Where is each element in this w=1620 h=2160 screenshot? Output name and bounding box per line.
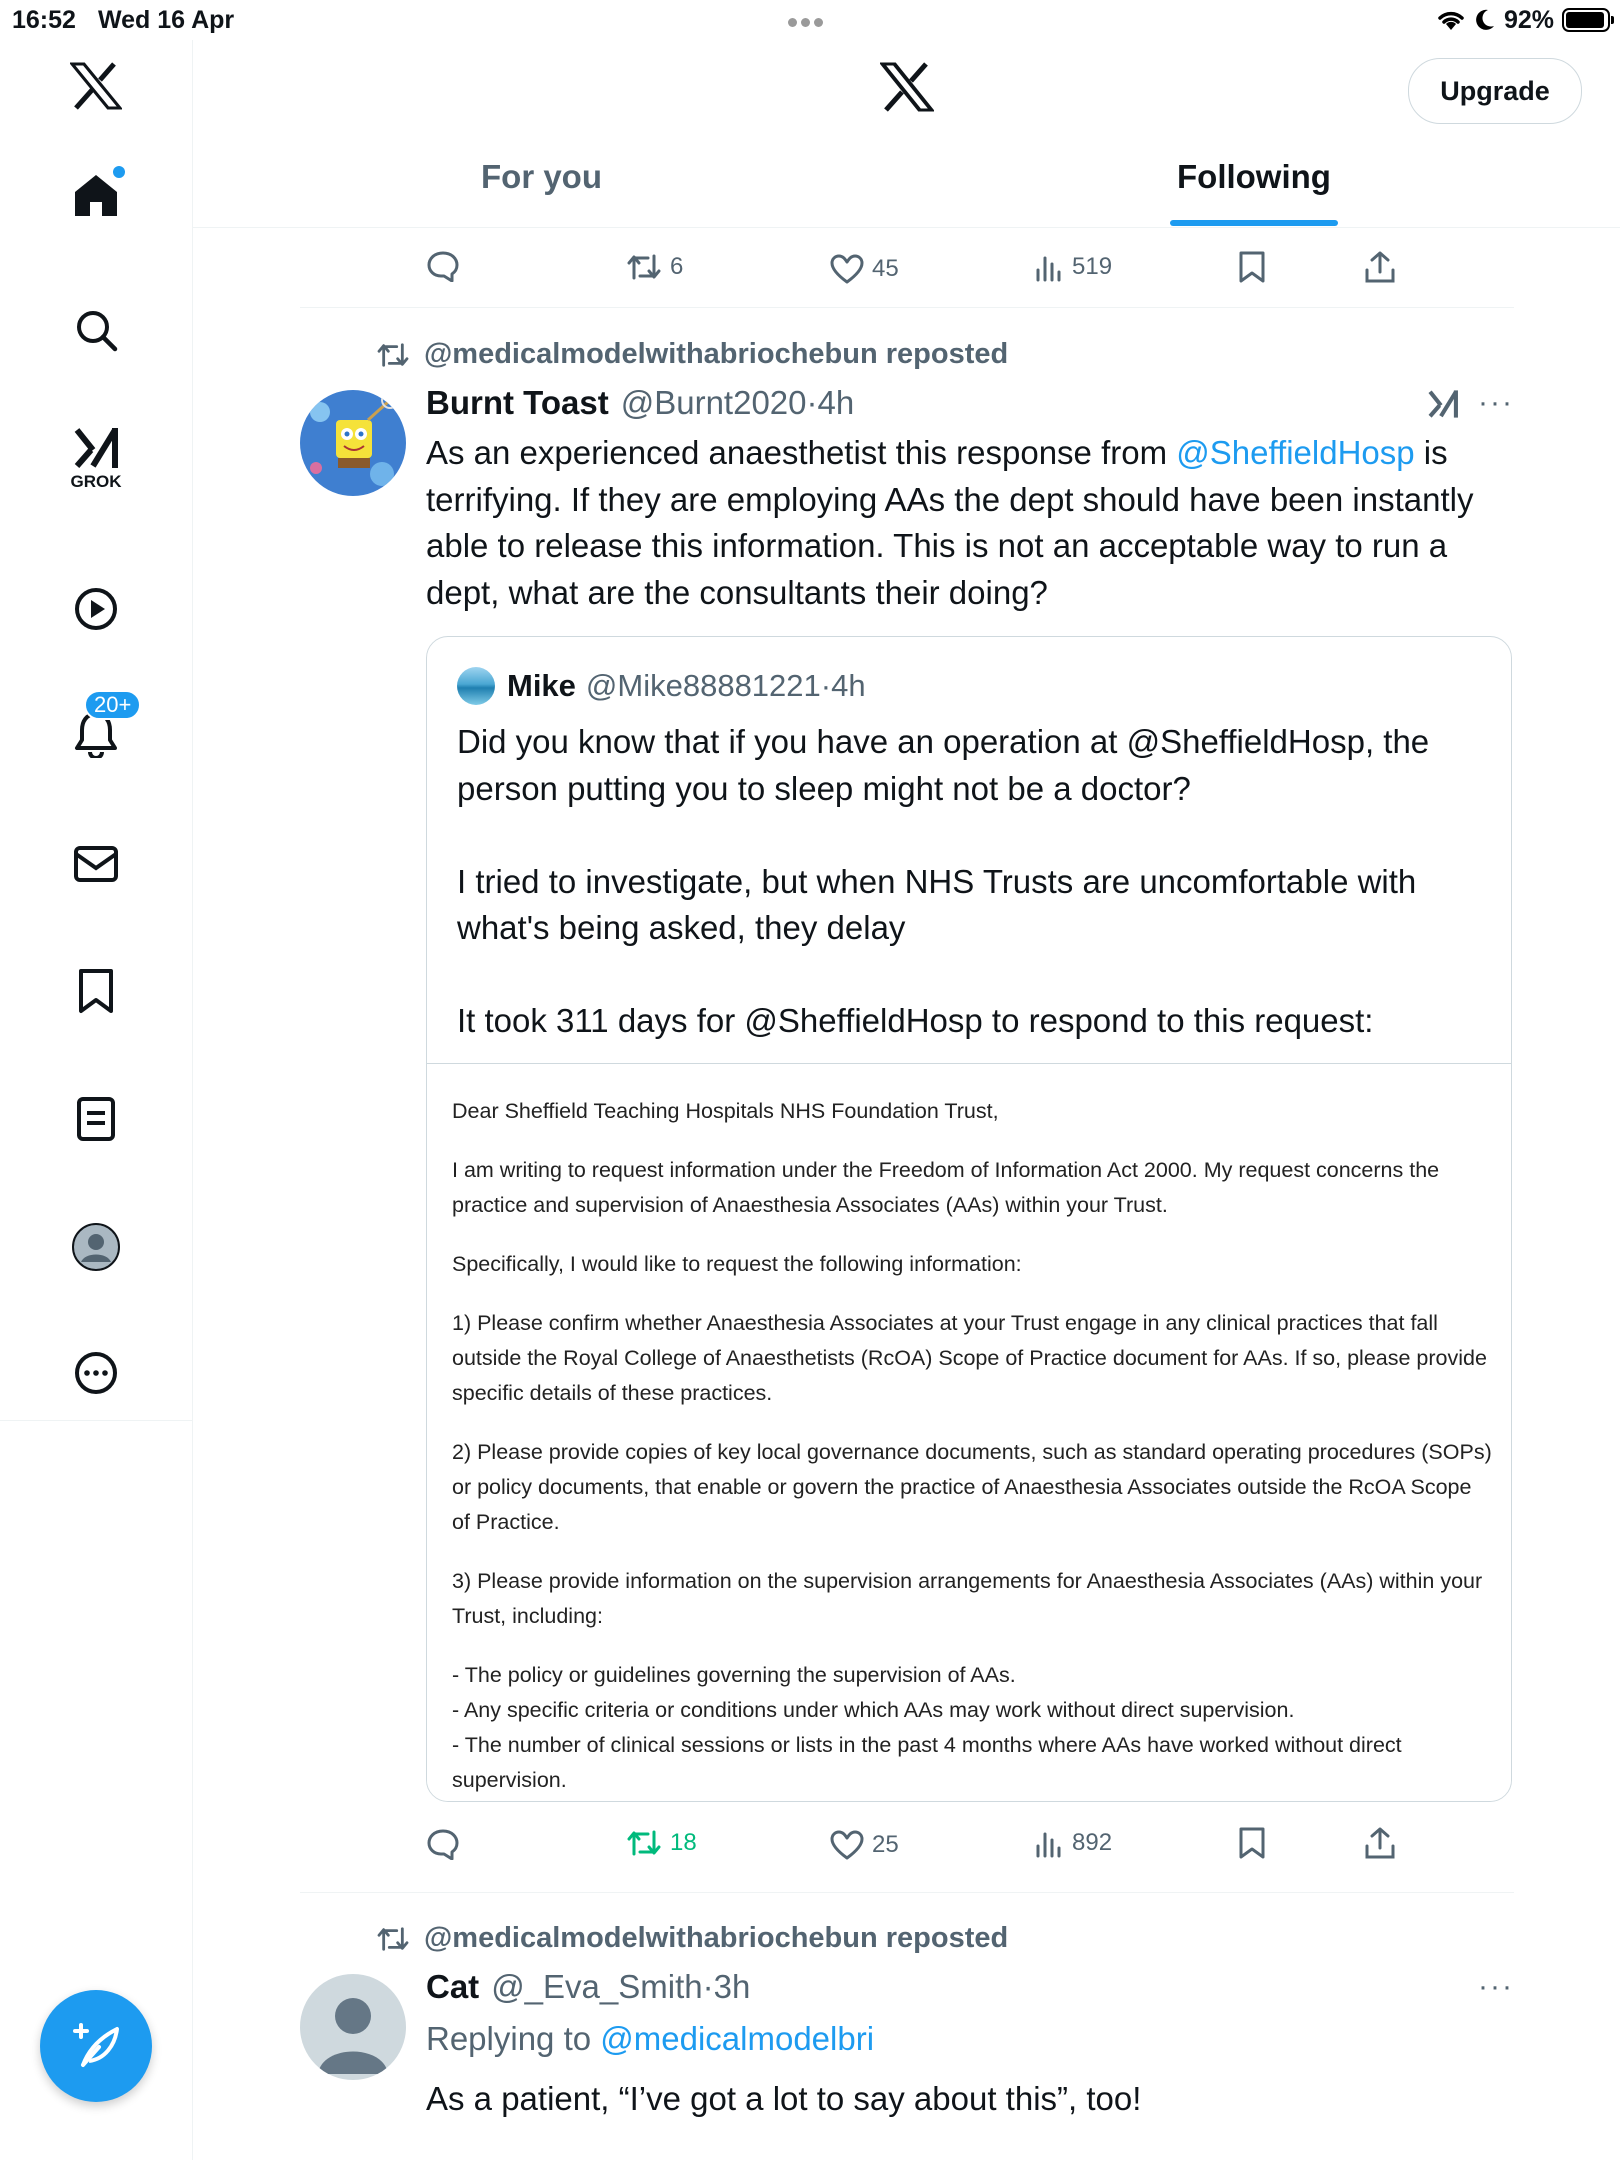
replying-to: Replying to @medicalmodelbri [426, 2020, 875, 2057]
separator-dot: · [702, 1968, 714, 2005]
quote-time: 4h [831, 668, 866, 703]
reply-icon [426, 1828, 460, 1860]
reply-button[interactable] [426, 250, 460, 282]
post-text: As a patient, “I’ve got a lot to say about this”, too! [426, 2080, 1142, 2117]
grok-icon [71, 426, 121, 470]
post-header [426, 1968, 750, 2006]
repost-icon [626, 252, 662, 282]
reply-icon [426, 250, 460, 282]
header-divider [193, 227, 1620, 228]
repost-count: 6 [670, 253, 684, 280]
views-count: 892 [1072, 1829, 1113, 1856]
video-icon [73, 586, 119, 632]
post-header [426, 384, 854, 422]
home-notification-dot [113, 166, 125, 178]
mail-icon [73, 844, 119, 884]
lists-icon [76, 1096, 116, 1142]
repost-count: 18 [670, 1829, 697, 1856]
quote-post[interactable] [426, 636, 1512, 1802]
notifications-badge: 20+ [84, 690, 141, 720]
repost-context[interactable] [376, 338, 1008, 371]
separator-dot: · [806, 384, 818, 421]
quote-paragraph: Did you know that if you have an operation at @SheffieldHosp, the person putting you to sleep might not be a doctor? [457, 723, 1430, 807]
repost-context[interactable] [376, 1922, 1008, 1955]
views-icon [1034, 252, 1064, 282]
doc-line: Specifically, I would like to request the following information: [452, 1252, 1022, 1276]
sidebar-item-home[interactable] [0, 172, 192, 218]
doc-bullet: - The number of clinical sessions or lists in the past 4 months where AAs have worked without direct supervision. [452, 1733, 1402, 1792]
home-icon [73, 172, 119, 218]
reply-button[interactable] [426, 1828, 460, 1860]
post-time[interactable]: 3h [713, 1968, 751, 2005]
doc-bullet: - Any specific criteria or conditions under which AAs may work without direct supervision. [452, 1698, 1295, 1722]
more-options-icon[interactable]: ··· [1478, 1970, 1514, 2003]
sidebar-item-notifications[interactable] [0, 692, 192, 758]
more-icon [73, 1350, 119, 1396]
compose-button[interactable] [40, 1990, 152, 2102]
repost-icon [626, 1828, 662, 1858]
like-button[interactable] [830, 1830, 899, 1860]
quote-author-name: Mike [507, 668, 576, 703]
sidebar-item-bookmarks[interactable] [0, 968, 192, 1014]
repost-icon [376, 341, 410, 369]
bookmark-icon [1238, 250, 1266, 284]
avatar-image [300, 390, 406, 496]
views-count: 519 [1072, 253, 1113, 280]
heart-icon [830, 254, 864, 284]
document-image[interactable] [427, 1063, 1512, 1802]
sidebar-item-messages[interactable] [0, 844, 192, 884]
battery-icon [1562, 8, 1610, 32]
tab-following[interactable]: Following [1177, 158, 1331, 195]
sidebar [0, 40, 193, 2160]
status-time: 16:52 [12, 6, 76, 34]
sidebar-divider [0, 1420, 192, 1421]
repost-icon [376, 1925, 410, 1953]
moon-icon [1474, 8, 1496, 32]
doc-line: 3) Please provide information on the supervision arrangements for Anaesthesia Associates (AAs) within your Trust, including: [452, 1569, 1483, 1628]
separator-dot: · [820, 668, 832, 703]
quote-header [457, 667, 866, 705]
sidebar-item-search[interactable] [0, 308, 192, 352]
compose-feather-icon [69, 2019, 123, 2073]
repost-button[interactable] [626, 1828, 697, 1858]
status-date: Wed 16 Apr [98, 6, 235, 34]
wifi-icon [1436, 8, 1466, 32]
author-name[interactable]: Cat [426, 1968, 480, 2005]
views-button[interactable] [1034, 252, 1112, 282]
views-button[interactable] [1034, 1828, 1112, 1858]
search-icon [74, 308, 118, 352]
grok-label: GROK [70, 472, 122, 491]
quote-paragraph: I tried to investigate, but when NHS Trusts are uncomfortable with what's being asked, they delay [457, 862, 1417, 946]
repost-context-label: @medicalmodelwithabriochebun reposted [424, 338, 1009, 370]
grok-post-icon[interactable] [1426, 386, 1460, 427]
share-icon [1364, 250, 1396, 284]
upgrade-button[interactable]: Upgrade [1408, 58, 1582, 124]
replying-to-link[interactable]: @medicalmodelbri [600, 2020, 875, 2057]
active-tab-indicator [1170, 220, 1338, 226]
share-icon [1364, 1826, 1396, 1860]
quote-author-handle: @Mike88881221 [585, 668, 821, 703]
status-bar [0, 0, 1620, 40]
avatar[interactable] [300, 390, 406, 496]
share-button[interactable] [1364, 250, 1396, 284]
post-text: As an experienced anaesthetist this response from @SheffieldHosp is terrifying. If they are employing AAs the dept should have been instantly able to release this information. This is not an acceptable way to run a dept, what are the consultants their doing? [426, 434, 1474, 611]
profile-icon [71, 1222, 121, 1272]
quote-paragraph: It took 311 days for @SheffieldHosp to respond to this request: [457, 1002, 1374, 1039]
post-time[interactable]: 4h [817, 384, 855, 421]
more-options-icon[interactable]: ··· [1478, 386, 1514, 419]
bookmark-icon [77, 968, 115, 1014]
sidebar-item-grok[interactable] [0, 426, 192, 492]
like-count: 25 [872, 1831, 899, 1858]
bookmark-button[interactable] [1238, 250, 1266, 284]
doc-line: 1) Please confirm whether Anaesthesia Associates at your Trust engage in any clinical practices that fall outside the Royal College of Anaesthetists (RcOA) Scope of Practice document for AAs. If so, please provide specific details of these practices. [452, 1311, 1487, 1405]
author-name[interactable]: Burnt Toast [426, 384, 609, 421]
share-button[interactable] [1364, 1826, 1396, 1860]
battery-percent: 92% [1503, 5, 1554, 34]
status-right [1436, 4, 1610, 36]
doc-line: I am writing to request information under the Freedom of Information Act 2000. My request concerns the practice and supervision of Anaesthesia Associates (AAs) within your Trust. [452, 1158, 1440, 1217]
bookmark-button[interactable] [1238, 1826, 1266, 1860]
sidebar-item-video[interactable] [0, 586, 192, 632]
doc-line: 2) Please provide copies of key local governance documents, such as standard operating procedures (SOPs) or policy documents, that enable or govern the practice of Anaesthesia Associates outside the RcOA Scope of Practice. [452, 1440, 1492, 1534]
like-button[interactable] [830, 254, 899, 284]
mention-link[interactable]: @SheffieldHosp [1176, 434, 1415, 471]
doc-bullet: - The policy or guidelines governing the supervision of AAs. [452, 1663, 1016, 1687]
sidebar-item-profile[interactable] [0, 1222, 192, 1272]
multitasking-dots-icon[interactable] [788, 14, 827, 32]
bookmark-icon [1238, 1826, 1266, 1860]
quote-text [457, 719, 1477, 1045]
sidebar-item-more[interactable] [0, 1350, 192, 1396]
x-header-logo-icon[interactable] [880, 62, 934, 117]
tab-for-you[interactable]: For you [481, 158, 602, 195]
x-logo-icon[interactable] [0, 62, 192, 110]
author-handle[interactable]: @_Eva_Smith [491, 1968, 703, 2005]
sidebar-item-lists[interactable] [0, 1096, 192, 1142]
doc-line: Dear Sheffield Teaching Hospitals NHS Foundation Trust, [452, 1099, 999, 1123]
default-avatar-image [300, 1974, 406, 2080]
heart-icon [830, 1830, 864, 1860]
like-count: 45 [872, 255, 899, 282]
views-icon [1034, 1828, 1064, 1858]
post-divider [300, 1892, 1514, 1893]
author-handle[interactable]: @Burnt2020 [620, 384, 807, 421]
repost-context-label: @medicalmodelwithabriochebun reposted [424, 1922, 1009, 1954]
document-text [452, 1094, 1492, 1798]
avatar [457, 667, 495, 705]
avatar[interactable] [300, 1974, 406, 2080]
post-divider [300, 307, 1514, 308]
repost-button[interactable] [626, 252, 683, 282]
